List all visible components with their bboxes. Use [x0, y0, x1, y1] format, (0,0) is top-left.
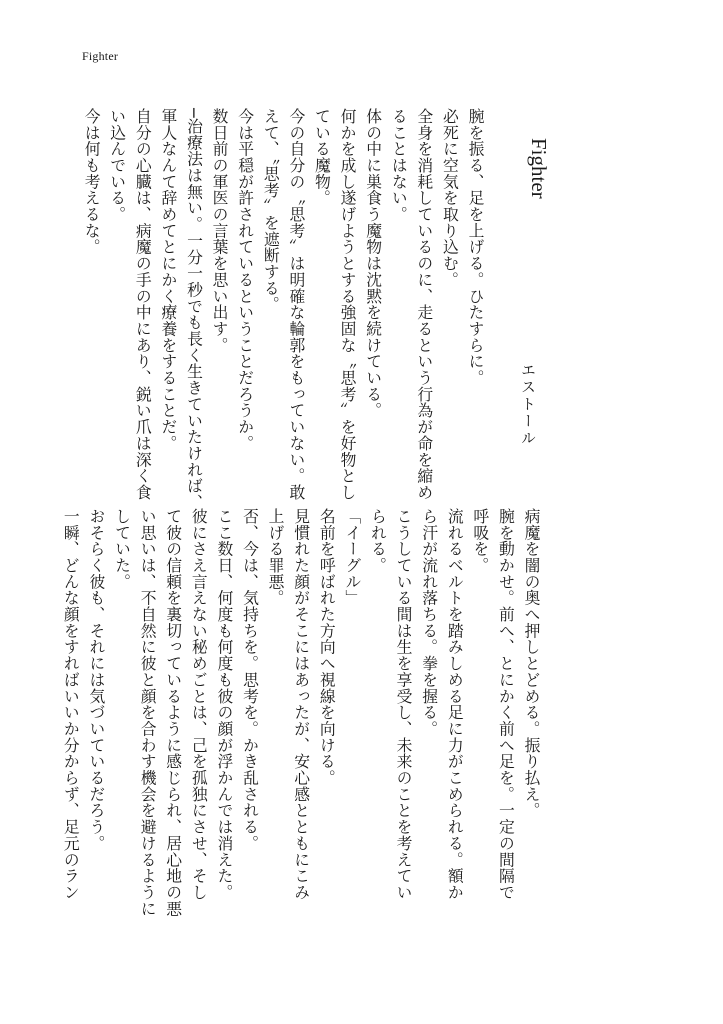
- body-text-lower: [61, 508, 544, 928]
- text-line: えて、〝思考〟を遮断する。: [261, 108, 281, 313]
- text-line: 何かを成し遂げようとする強固な〝思考〟を好物とし: [338, 108, 358, 501]
- text-line: 必死に空気を取り込む。: [440, 108, 460, 288]
- text-line: 病魔を闇の奥へ押しとどめる。振り払え。: [522, 508, 541, 819]
- text-line: 「イーグル」: [342, 508, 362, 607]
- text-line: 否、今は、気持ちを。思考を。かき乱される。: [240, 508, 260, 852]
- text-line: 腕を動かせ。前へ、とにかく前へ足を。一定の間隔で: [496, 508, 516, 901]
- text-line: ることはない。: [389, 108, 409, 223]
- text-line: 腕を振る、足を上げる。ひたすらに。: [466, 108, 485, 386]
- text-line: 自分の心臓は、病魔の手の中にあり、鋭い爪は深く食: [133, 108, 153, 501]
- text-line: 今は何も考えるな。: [82, 108, 102, 256]
- text-line: て彼の信頼を裏切っているように感じられ、居心地の悪: [163, 508, 183, 917]
- text-line: い込んでいる。: [107, 108, 127, 223]
- text-line: 一瞬、どんな顔をすればいいか分からず、足元のラン: [61, 508, 81, 901]
- running-header: Fighter: [82, 49, 119, 63]
- text-line: 見慣れた顔がそこにはあったが、安心感とともにこみ: [291, 508, 311, 901]
- author-name: エストール: [519, 362, 537, 447]
- text-line: ら汗が流れ落ちる。拳を握る。: [419, 508, 439, 737]
- text-line: ─治療法は無い。一分一秒でも長く生きていたければ、: [184, 108, 204, 511]
- text-line: 軍人なんて辞めてとにかく療養をすることだ。: [158, 108, 178, 452]
- body-text-upper: [76, 108, 488, 511]
- text-line: 体の中に巣食う魔物は沈黙を続けている。: [363, 108, 383, 419]
- text-line: おそらく彼も、それには気づいているだろう。: [86, 508, 106, 852]
- text-line: 今の自分の〝思考〟は明確な輪郭をもっていない。敢: [286, 108, 306, 501]
- text-line: していた。: [112, 508, 132, 590]
- text-line: 全身を消耗しているのに、走るという行為が命を縮め: [414, 108, 434, 501]
- text-line: ている魔物。: [312, 108, 332, 207]
- text-line: ここ数日、何度も何度も彼の顔が浮かんでは消えた。: [214, 508, 234, 901]
- text-line: こうしている間は生を享受し、未来のことを考えてい: [394, 508, 414, 901]
- text-line: 彼にさえ言えない秘めごとは、己を孤独にさせ、そし: [189, 508, 209, 901]
- text-line: られる。: [368, 508, 388, 574]
- text-line: 流れるベルトを踏みしめる足に力がこめられる。額か: [445, 508, 465, 901]
- text-line: い思いは、不自然に彼と顔を合わす機会を避けるように: [138, 508, 158, 917]
- text-line: 名前を呼ばれた方向へ視線を向ける。: [317, 508, 337, 786]
- text-line: 数日前の軍医の言葉を思い出す。: [210, 108, 230, 354]
- text-line: 上げる罪悪。: [266, 508, 286, 607]
- story-title: Fighter: [527, 138, 551, 199]
- text-line: 呼吸を。: [470, 508, 490, 574]
- text-line: 今は平穏が許されているということだろうか。: [235, 108, 255, 452]
